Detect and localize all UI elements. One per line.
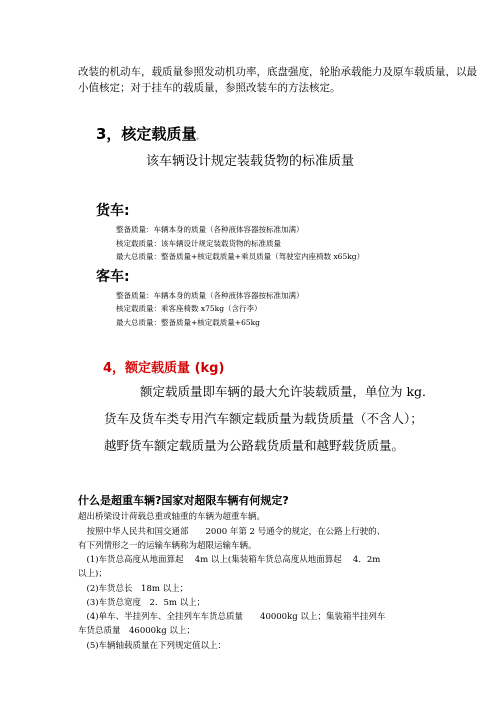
bus-item: 整备质量：车辆本身的质量（各种液体容器按标准加满） <box>116 291 304 300</box>
overload-line: 以上)； <box>78 569 107 579</box>
overload-line: (1)车货总高度从地面算起 4m 以上(集装箱车货总高度从地面算起 4．2m <box>78 555 381 565</box>
section3-heading-text: 3，核定载质量 <box>96 125 197 143</box>
overload-line: 超出桥梁设计荷载总重或轴重的车辆为超重车辆。 <box>78 512 266 522</box>
section4-line: 越野货车额定载质量为公路载货质量和越野载货质量。 <box>104 438 405 453</box>
truck-heading: 货车: <box>96 203 130 219</box>
overload-line: 有下列情形之一的运输车辆称为超限运输车辆。 <box>78 541 257 551</box>
section4-line: 额定载质量即车辆的最大允许装载质量，单位为 kg． <box>140 384 435 399</box>
truck-item: 整备质量：车辆本身的质量（各种液体容器按标准加满） <box>116 225 304 234</box>
section3-heading-mark: 。 <box>196 134 203 141</box>
overload-line: 车货总质量 46000kg 以上； <box>78 626 195 636</box>
overload-line: (5)车辆轴载质量在下列规定值以上： <box>78 641 227 651</box>
overload-line: (4)单车、半挂列车、全挂列车车货总质量 40000kg 以上；集装箱半挂列车 <box>78 612 386 622</box>
truck-item: 最大总质量：整备质量+核定载质量+乘员质量（驾驶室内座椅数 x65kg） <box>116 252 365 261</box>
bus-heading: 客车: <box>96 269 130 285</box>
overload-line: (2)车货总长 18m 以上； <box>78 584 189 594</box>
overload-question: 什么是超重车辆?国家对超限车辆有何规定? <box>78 494 289 507</box>
section4-line: 货车及货车类专用汽车额定载质量为载货质量（不含人）； <box>104 411 423 426</box>
intro-line-1: 改装的机动车，载质量参照发动机功率，底盘强度，轮胎承载能力及原车载质量，以最 <box>78 66 477 78</box>
intro-line-2: 小值核定；对于挂车的载质量，参照改装车的方法核定。 <box>78 82 341 94</box>
overload-line: (3)车货总宽度 2．5m 以上； <box>78 598 206 608</box>
bus-item: 最大总质量：整备质量+核定载质量+65kg <box>116 318 260 327</box>
truck-item: 核定载质量：该车辆设计规定装载货物的标准质量 <box>116 239 281 248</box>
section3-definition: 该车辆设计规定装载货物的标准质量 <box>146 154 355 169</box>
section3-heading <box>96 123 202 144</box>
section4-heading: 4，额定载质量 (kg) <box>103 361 225 376</box>
overload-line: 按照中华人民共和国交通部 2000 年第 2 号通令的规定，在公路上行驶的、 <box>78 527 386 537</box>
bus-item: 核定载质量：乘客座椅数 x75kg（含行李） <box>116 304 262 313</box>
